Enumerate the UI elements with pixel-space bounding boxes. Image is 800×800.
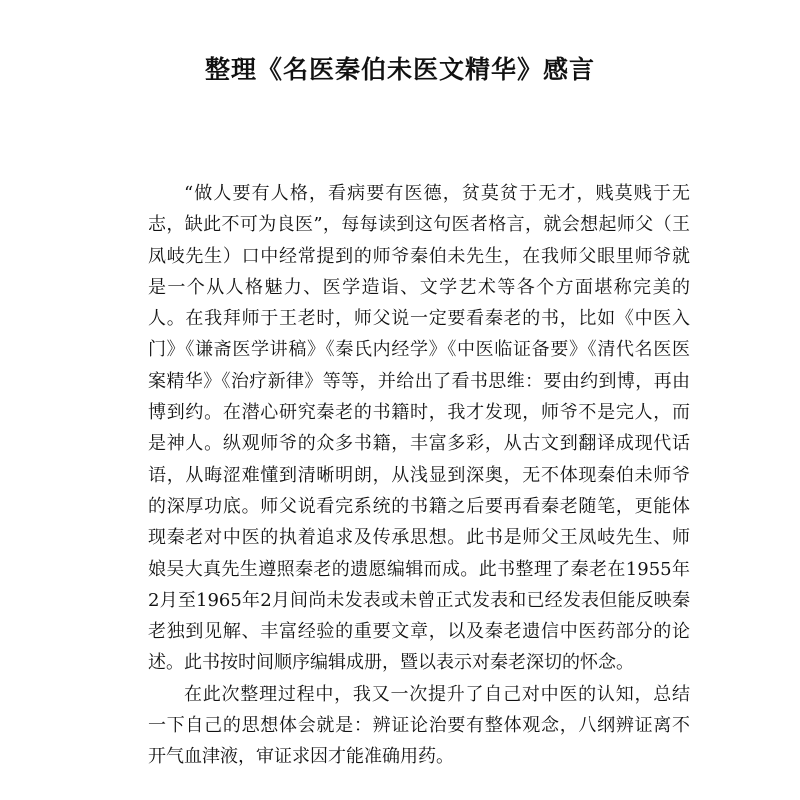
text-line: 2月至1965年2月间尚未发表或未曾正式发表和已经发表但能反映秦	[148, 589, 690, 611]
body-text	[112, 178, 690, 773]
text-line: 在此次整理过程中，我又一次提升了自己对中医的认知，总结	[184, 683, 690, 705]
text-line: 博到约。在潜心研究秦老的书籍时，我才发现，师爷不是完人，而	[148, 402, 690, 424]
text-line: 人。在我拜师于王老时，师父说一定要看秦老的书，比如《中医入	[148, 308, 690, 330]
text-line: 的深厚功底。师父说看完系统的书籍之后要再看秦老随笔，更能体	[148, 495, 690, 517]
text-line: 凤岐先生）口中经常提到的师爷秦伯未先生，在我师父眼里师爷就	[148, 245, 690, 267]
text-line: 案精华》《治疗新律》等等，并给出了看书思维：要由约到博，再由	[148, 370, 690, 392]
text-line: 述。此书按时间顺序编辑成册，暨以表示对秦老深切的怀念。	[148, 652, 634, 674]
page-title: 整理《名医秦伯未医文精华》感言	[204, 55, 595, 84]
text-line: 是神人。纵观师爷的众多书籍，丰富多彩，从古文到翻译成现代话	[148, 433, 690, 455]
text-line: 开气血津液，审证求因才能准确用药。	[148, 746, 454, 768]
text-line: 是一个从人格魅力、医学造诣、文学艺术等各个方面堪称完美的	[148, 276, 690, 298]
text-line: 娘吴大真先生遵照秦老的遗愿编辑而成。此书整理了秦老在1955年	[148, 558, 690, 580]
text-line: 老独到见解、丰富经验的重要文章，以及秦老遗信中医药部分的论	[148, 621, 690, 643]
text-line: “做人要有人格，看病要有医德，贫莫贫于无才，贱莫贱于无	[184, 183, 690, 204]
text-line: 志，缺此不可为良医”，每每读到这句医者格言，就会想起师父（王	[148, 214, 690, 236]
text-line: 一下自己的思想体会就是：辨证论治要有整体观念，八纲辨证离不	[148, 715, 690, 737]
text-line: 语，从晦涩难懂到清晰明朗，从浅显到深奥，无不体现秦伯未师爷	[148, 464, 690, 486]
paragraph-2	[112, 679, 690, 773]
text-line: 现秦老对中医的执着追求及传承思想。此书是师父王凤岐先生、师	[148, 527, 690, 549]
text-line: 门》《谦斋医学讲稿》《秦氏内经学》《中医临证备要》《清代名医医	[148, 339, 690, 361]
paragraph-1	[112, 178, 690, 679]
